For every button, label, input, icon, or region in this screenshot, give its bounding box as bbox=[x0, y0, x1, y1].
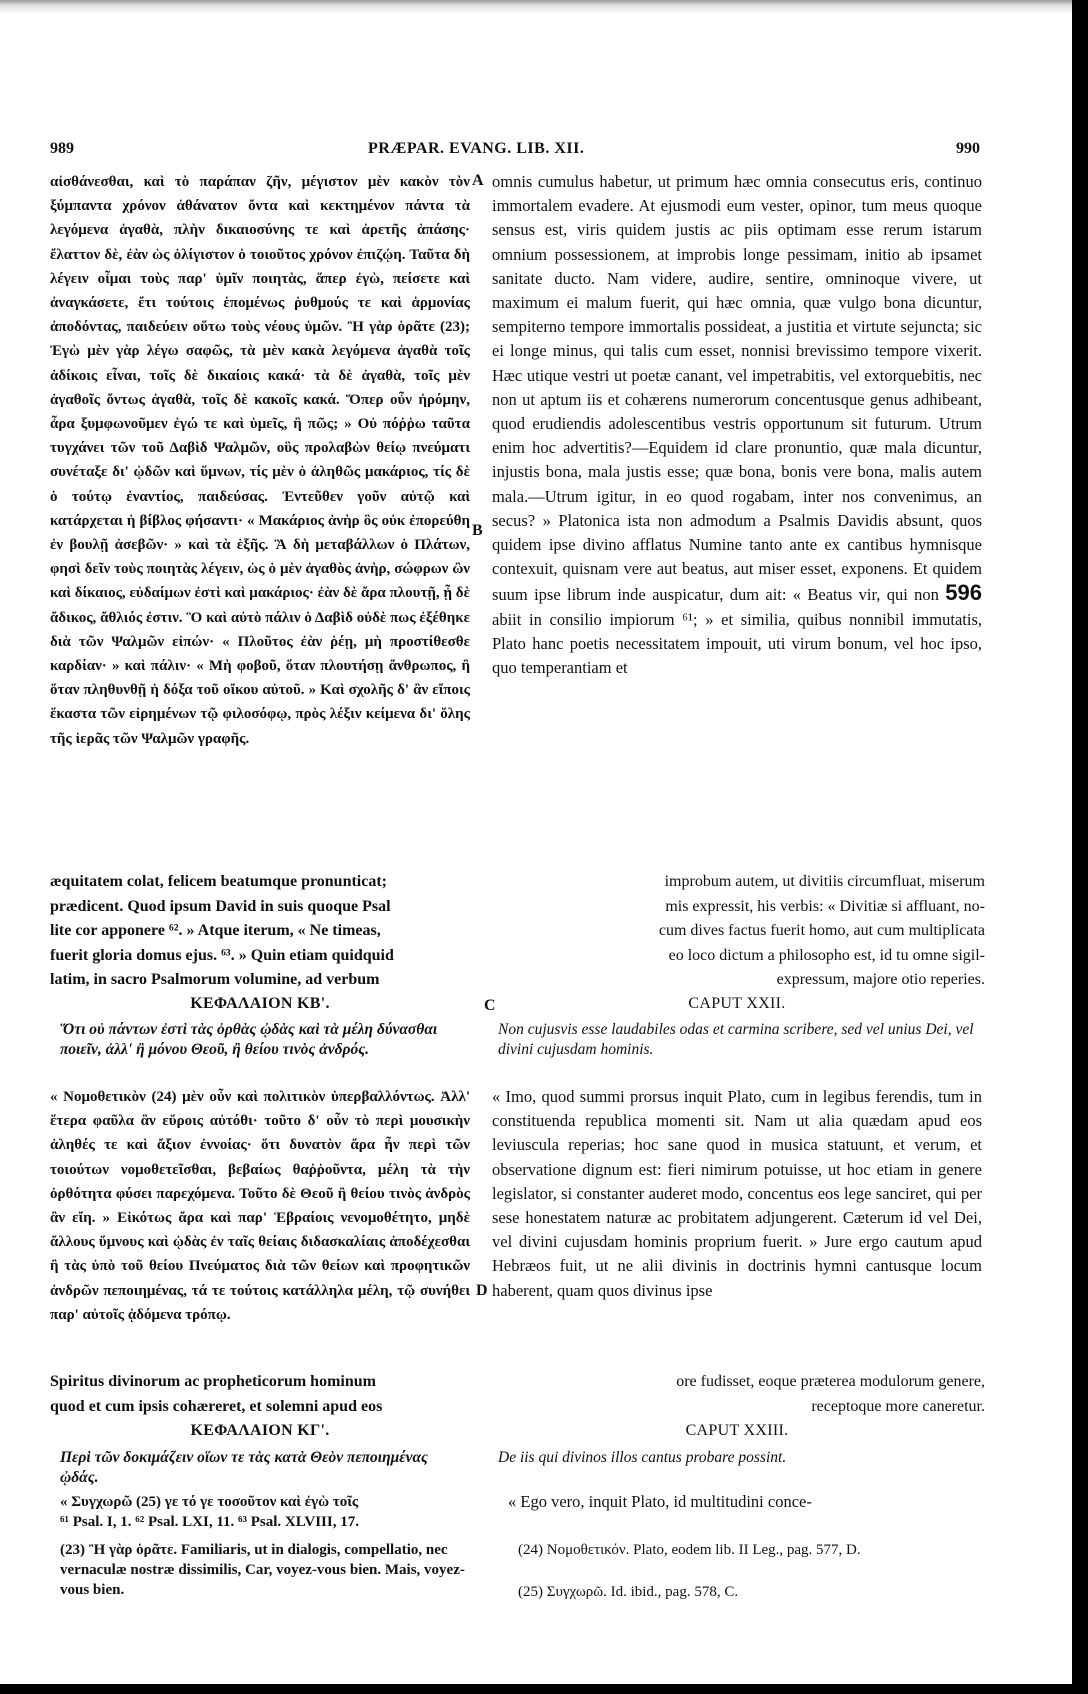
footnote-23: (23) Ἢ γὰρ ὁρᾶτε. Familiaris, ut in dialogis, compellatio, nec vernaculæ nostræ dissimilis, Car, voyez-vous bien. Mais, voyez-vous bien. bbox=[60, 1542, 465, 1598]
margin-marker-c: C bbox=[484, 997, 496, 1014]
latin-column-middle bbox=[492, 1085, 982, 1375]
running-header bbox=[50, 140, 980, 166]
span-line bbox=[50, 1370, 985, 1395]
span-line-right: improbum autem, ut divitiis circumfluat, miserum bbox=[664, 873, 985, 890]
span-line-left: Spiritus divinorum ac propheticorum hominum bbox=[50, 1373, 376, 1390]
full-width-span-2 bbox=[50, 1370, 985, 1419]
latin-text-top: omnis cumulus habetur, ut primum hæc omnia consecutus eris, continuo immortalem evadere. At ejusmodi eum vester, opinor, tum meus quoque sensus est, viris quidem justis ac piis optimam esse rerum istarum omnium possessionem, at improbis longe pessimam, initio ab ipsamet sanitate ducto. Nam videre, audire, sentire, omninoque vivere, ut maximum ei malum fuerit, qui hæc omnia, quæ vulgo bona dicuntur, sempiterno tempore immortalis possideat, a justitia et virtute sejuncta; sic ei longe minus, qui talis cum esset, nonnisi brevissimo tempore vixerit. Hæc utique vestri ut poetæ canant, vel impetrabitis, vel extorquebitis, nec non ut aptum iis et cohærens numerorum concentusque genus adhibeant, quod erudiendis adolescentibus vestris opportunum sit futurum. Utrum enim hoc advertitis?—Equidem id clare pronuntio, quæ mala dicuntur, injustis bona, mala justis esse; quæ bona, bonis vere bona, malis autem mala.—Utrum igitur, in eo quod rogabam, inter nos convenimus, an secus? » Platonica ista non admodum a Psalmis Davidis absunt, quos quidem ipse divino afflatus Numine tanto ante ex cantibus hymnisque contexuit, quisnam vere aut beatus, aut miser esset, exponens. Et quidem suum ipse librum inde auspicatur, dum ait: « Beatus vir, qui non bbox=[492, 172, 982, 605]
latin-chapter-summary-23: De iis qui divinos illos cantus probare possint. bbox=[498, 1449, 787, 1466]
greek-chapter-heading-23: ΚΕΦΑΛΑΙΟΝ ΚΓ'. bbox=[190, 1422, 330, 1439]
span-line-right: expressum, majore otio reperies. bbox=[776, 971, 985, 988]
page-marker-596: 596 bbox=[945, 580, 982, 606]
greek-chapter-heading-22: ΚΕΦΑΛΑΙΟΝ ΚΒ'. bbox=[190, 995, 330, 1012]
span-line-left: æquitatem colat, felicem beatumque pronunticat; bbox=[50, 873, 387, 890]
span-line bbox=[50, 919, 985, 944]
scan-edge-right bbox=[1072, 0, 1088, 1694]
latin-paragraph-top bbox=[492, 170, 982, 680]
latin-chapter-heading-22: CAPUT XXII. bbox=[688, 995, 786, 1012]
latin-bottom-line: « Ego vero, inquit Plato, id multitudini conce- bbox=[508, 1492, 812, 1511]
span-line-left: lite cor apponere ⁶². » Atque iterum, « Ne timeas, bbox=[50, 922, 381, 939]
page-number-left: 989 bbox=[50, 140, 74, 157]
greek-column-top bbox=[50, 170, 470, 860]
span-line-right: mis expressit, his verbis: « Divitiæ si affluant, no- bbox=[665, 897, 985, 915]
page-number-right: 990 bbox=[956, 140, 980, 157]
span-line-right: receptoque more caneretur. bbox=[811, 1397, 985, 1415]
span-line-right: cum dives factus fuerit homo, aut cum multiplicata bbox=[658, 922, 985, 939]
latin-text-middle: « Imo, quod summi prorsus inquit Plato, cum in legibus ferendis, tum in constituenda republica momenti sit. Nam ut alia quædam apud eos leviuscula reperias; hoc sane quod in musica statuunt, et verum, et observatione dignum est: fieri nimirum potuisse, ut hoc etiam in genere legislator, si constanter auderet modo, concentus eos lege sanciret, qui per sese honestatem naturæ ac probitatem adjungerent. Cæterum id vel Dei, vel divini cujusdam hominis proprium fuerit. » Jure ergo cautum apud Hebræos fuit, ut ne alii divinis in doctrinis hymni cantusque locum haberent, quam quos divinus ipse bbox=[492, 1087, 982, 1300]
greek-text-middle: « Νομοθετικὸν (24) μὲν οὖν καὶ πολιτικὸν ὑπερβαλλόντως. Ἀλλ' ἕτερα φαῦλα ἂν εὕροις αὐτόθι· τοῦτο δ' οὖν τὸ περὶ μουσικὴν ἀληθές τε καὶ ἄξιον ἐννοίας· ὅτι δυνατὸν ἄρα ἦν περὶ τῶν τοιούτων νομοθετεῖσθαι, βεβαίως θαῤῥοῦντα, μέλη τὰ τὴν ὀρθότητα φύσει παρεχόμενα. Τοῦτο δὲ Θεοῦ ἢ θείου τινὸς ἀνδρὸς ἂν εἴη. » Εἰκότως ἄρα καὶ παρ' Ἑβραίοις νενομοθέτητο, μηδὲ ἄλλους ὕμνους καὶ ᾠδὰς ἐν ταῖς θείαις διδασκαλίαις ἀποδέχεσθαι ἢ τὰς ὑπὸ τοῦ θείου Πνεύματος διὰ τῶν θείων καὶ προφητικῶν ἀνδρῶν πεποιημένας, τά τε τούτοις κατάλληλα μέλη, τῷ συνήθει παρ' αὐτοῖς ᾀδόμενα τρόπῳ. bbox=[50, 1089, 470, 1323]
scripture-references: ⁶¹ Psal. I, 1. ⁶² Psal. LXI, 11. ⁶³ Psal. XLVIII, 17. bbox=[60, 1514, 359, 1530]
span-line-left: fuerit gloria domus ejus. ⁶³. » Quin etiam quidquid bbox=[50, 946, 394, 964]
span-line bbox=[50, 870, 985, 895]
margin-marker-a: A bbox=[472, 172, 484, 189]
scan-edge-bottom bbox=[0, 1684, 1088, 1694]
margin-marker-b: B bbox=[472, 522, 483, 539]
latin-text-top-continued: abiit in consilio impiorum ⁶¹; » et similia, quibus nonnibil immutatis, Plato hanc poetis necessitatem impouit, uti virum bonum, vel hoc ipso, quo temperantiam et bbox=[492, 609, 982, 678]
span-line bbox=[50, 1395, 985, 1420]
footnote-25: (25) Συγχωρῶ. Id. ibid., pag. 578, C. bbox=[518, 1584, 739, 1600]
latin-text-bottom bbox=[508, 1490, 982, 1514]
span-line bbox=[50, 944, 985, 969]
latin-chapter-summary-22: Non cujusvis esse laudabiles odas et carmina scribere, sed vel unius Dei, vel divini cujusdam hominis. bbox=[498, 1021, 974, 1058]
latin-chapter-heading-23: CAPUT XXIII. bbox=[685, 1422, 789, 1439]
margin-marker-d: D bbox=[476, 1282, 488, 1299]
greek-chapter-summary-22: Ὅτι οὐ πάντων ἐστὶ τὰς ὀρθὰς ᾠδὰς καὶ τὰ μέλη δύνασθαι ποιεῖν, ἀλλ' ἢ μόνου Θεοῦ, ἢ θείου τινὸς ἀνδρός. bbox=[60, 1021, 438, 1058]
full-width-span-1 bbox=[50, 870, 985, 993]
span-line-left: prædicent. Quod ipsum David in suis quoque Psal bbox=[50, 897, 391, 915]
span-line-right: ore fudisset, eoque præterea modulorum genere, bbox=[676, 1373, 985, 1390]
greek-text-top: αἰσθάνεσθαι, καὶ τὸ παράπαν ζῆν, μέγιστον μὲν κακὸν τὸν ξύμπαντα χρόνον ἀθάνατον ὄντα καὶ κεκτημένον πάντα τὰ λεγόμενα ἀγαθὰ, πλὴν δικαιοσύνης τε καὶ ἀρετῆς ἁπάσης· ἔλαττον δὲ, ἐὰν ὡς ὀλίγιστον ὁ τοιοῦτος χρόνον ἐπιζῴη. Ταῦτα δὴ λέγειν οἶμαι τοὺς παρ' ὑμῖν ποιητὰς, ἅπερ ἐγὼ, πείσετε καὶ ἀναγκάσετε, ἔτι τούτοις ἑπομένως ῥυθμούς τε καὶ ἁρμονίας ἀποδόντας, παιδεύειν οὕτω τοὺς νέους ὑμῶν. Ἢ γὰρ ὁρᾶτε (23); Ἐγὼ μὲν γὰρ λέγω σαφῶς, τὰ μὲν κακὰ λεγόμενα ἀγαθὰ τοῖς ἀδίκοις εἶναι, τοῖς δὲ δικαίοις κακά· τὰ δὲ ἀγαθὰ, τοῖς μὲν ἀγαθοῖς ὄντως ἀγαθὰ, τοῖς δὲ κακοῖς κακά. Ὅπερ οὖν ἠρόμην, ἆρα ξυμφωνοῦμεν ἐγώ τε καὶ ὑμεῖς, ἢ πῶς; » Οὐ πόῤῥω ταῦτα τυγχάνει τῶν τοῦ Δαβὶδ Ψαλμῶν, οὓς προλαβὼν θείῳ πνεύματι συνέταξε δι' ᾠδῶν καὶ ὕμνων, τίς μὲν ὁ ἀληθῶς μακάριος, τίς δὲ ὁ τούτῳ ἐναντίος, παιδεύσας. Ἐντεῦθεν γοῦν αὐτῷ καὶ κατάρχεται ἡ βίβλος φήσαντι· « Μακάριος ἀνὴρ ὃς οὐκ ἐπορεύθη ἐν βουλῇ ἀσεβῶν· » καὶ τὰ ἑξῆς. Ἃ δὴ μεταβάλλων ὁ Πλάτων, φησὶ δεῖν τοὺς ποιητὰς λέγειν, ὡς ὁ μὲν ἀγαθὸς ἀνὴρ, σώφρων ὢν καὶ δίκαιος, εὐδαίμων ἐστὶ καὶ μακάριος· ἐὰν δὲ ἄρα πλουτῇ, ᾖ δὲ ἄδικος, ἄθλιός ἐστιν. Ὃ καὶ αὐτὸ πάλιν ὁ Δαβὶδ οὐδὲ πως ἐξέθηκε διὰ τῶν Ψαλμῶν εἰπών· « Πλοῦτος ἐὰν ῥέῃ, μὴ προστίθεσθε καρδίαν· » καὶ πάλιν· « Μὴ φοβοῦ, ὅταν πλουτήσῃ ἄνθρωπος, ἢ ὅταν πληθυνθῇ ἡ δόξα τοῦ οἴκου αὐτοῦ. » Καὶ σχολῆς δ' ἂν εἴποις ἕκαστα τῶν εἰρημένων τῷ φιλοσόφῳ, πρὸς λέξιν κείμενα δι' ὅλης τῆς ἱερᾶς τῶν Ψαλμῶν γραφῆς. bbox=[50, 174, 470, 747]
greek-text-bottom bbox=[60, 1490, 470, 1514]
latin-column-top bbox=[492, 170, 982, 860]
span-line-left: latim, in sacro Psalmorum volumine, ad verbum bbox=[50, 971, 380, 988]
span-line-right: eo loco dictum a philosopho est, id tu omne sigil- bbox=[668, 946, 985, 964]
greek-column-middle bbox=[50, 1085, 470, 1375]
span-line bbox=[50, 968, 985, 993]
running-title: PRÆPAR. EVANG. LIB. XII. bbox=[368, 140, 585, 157]
span-line bbox=[50, 895, 985, 920]
scan-edge-top bbox=[0, 0, 1088, 14]
footnote-24: (24) Νομοθετικόν. Plato, eodem lib. II Leg., pag. 577, D. bbox=[518, 1542, 861, 1558]
span-line-left: quod et cum ipsis cohæreret, et solemni apud eos bbox=[50, 1397, 383, 1415]
greek-chapter-summary-23: Περὶ τῶν δοκιμάζειν οἵων τε τὰς κατὰ Θεὸν πεποιημένας ᾠδάς. bbox=[60, 1449, 428, 1486]
greek-bottom-line: « Συγχωρῶ (25) γε τό γε τοσοῦτον καὶ ἐγὼ τοῖς bbox=[60, 1494, 359, 1510]
